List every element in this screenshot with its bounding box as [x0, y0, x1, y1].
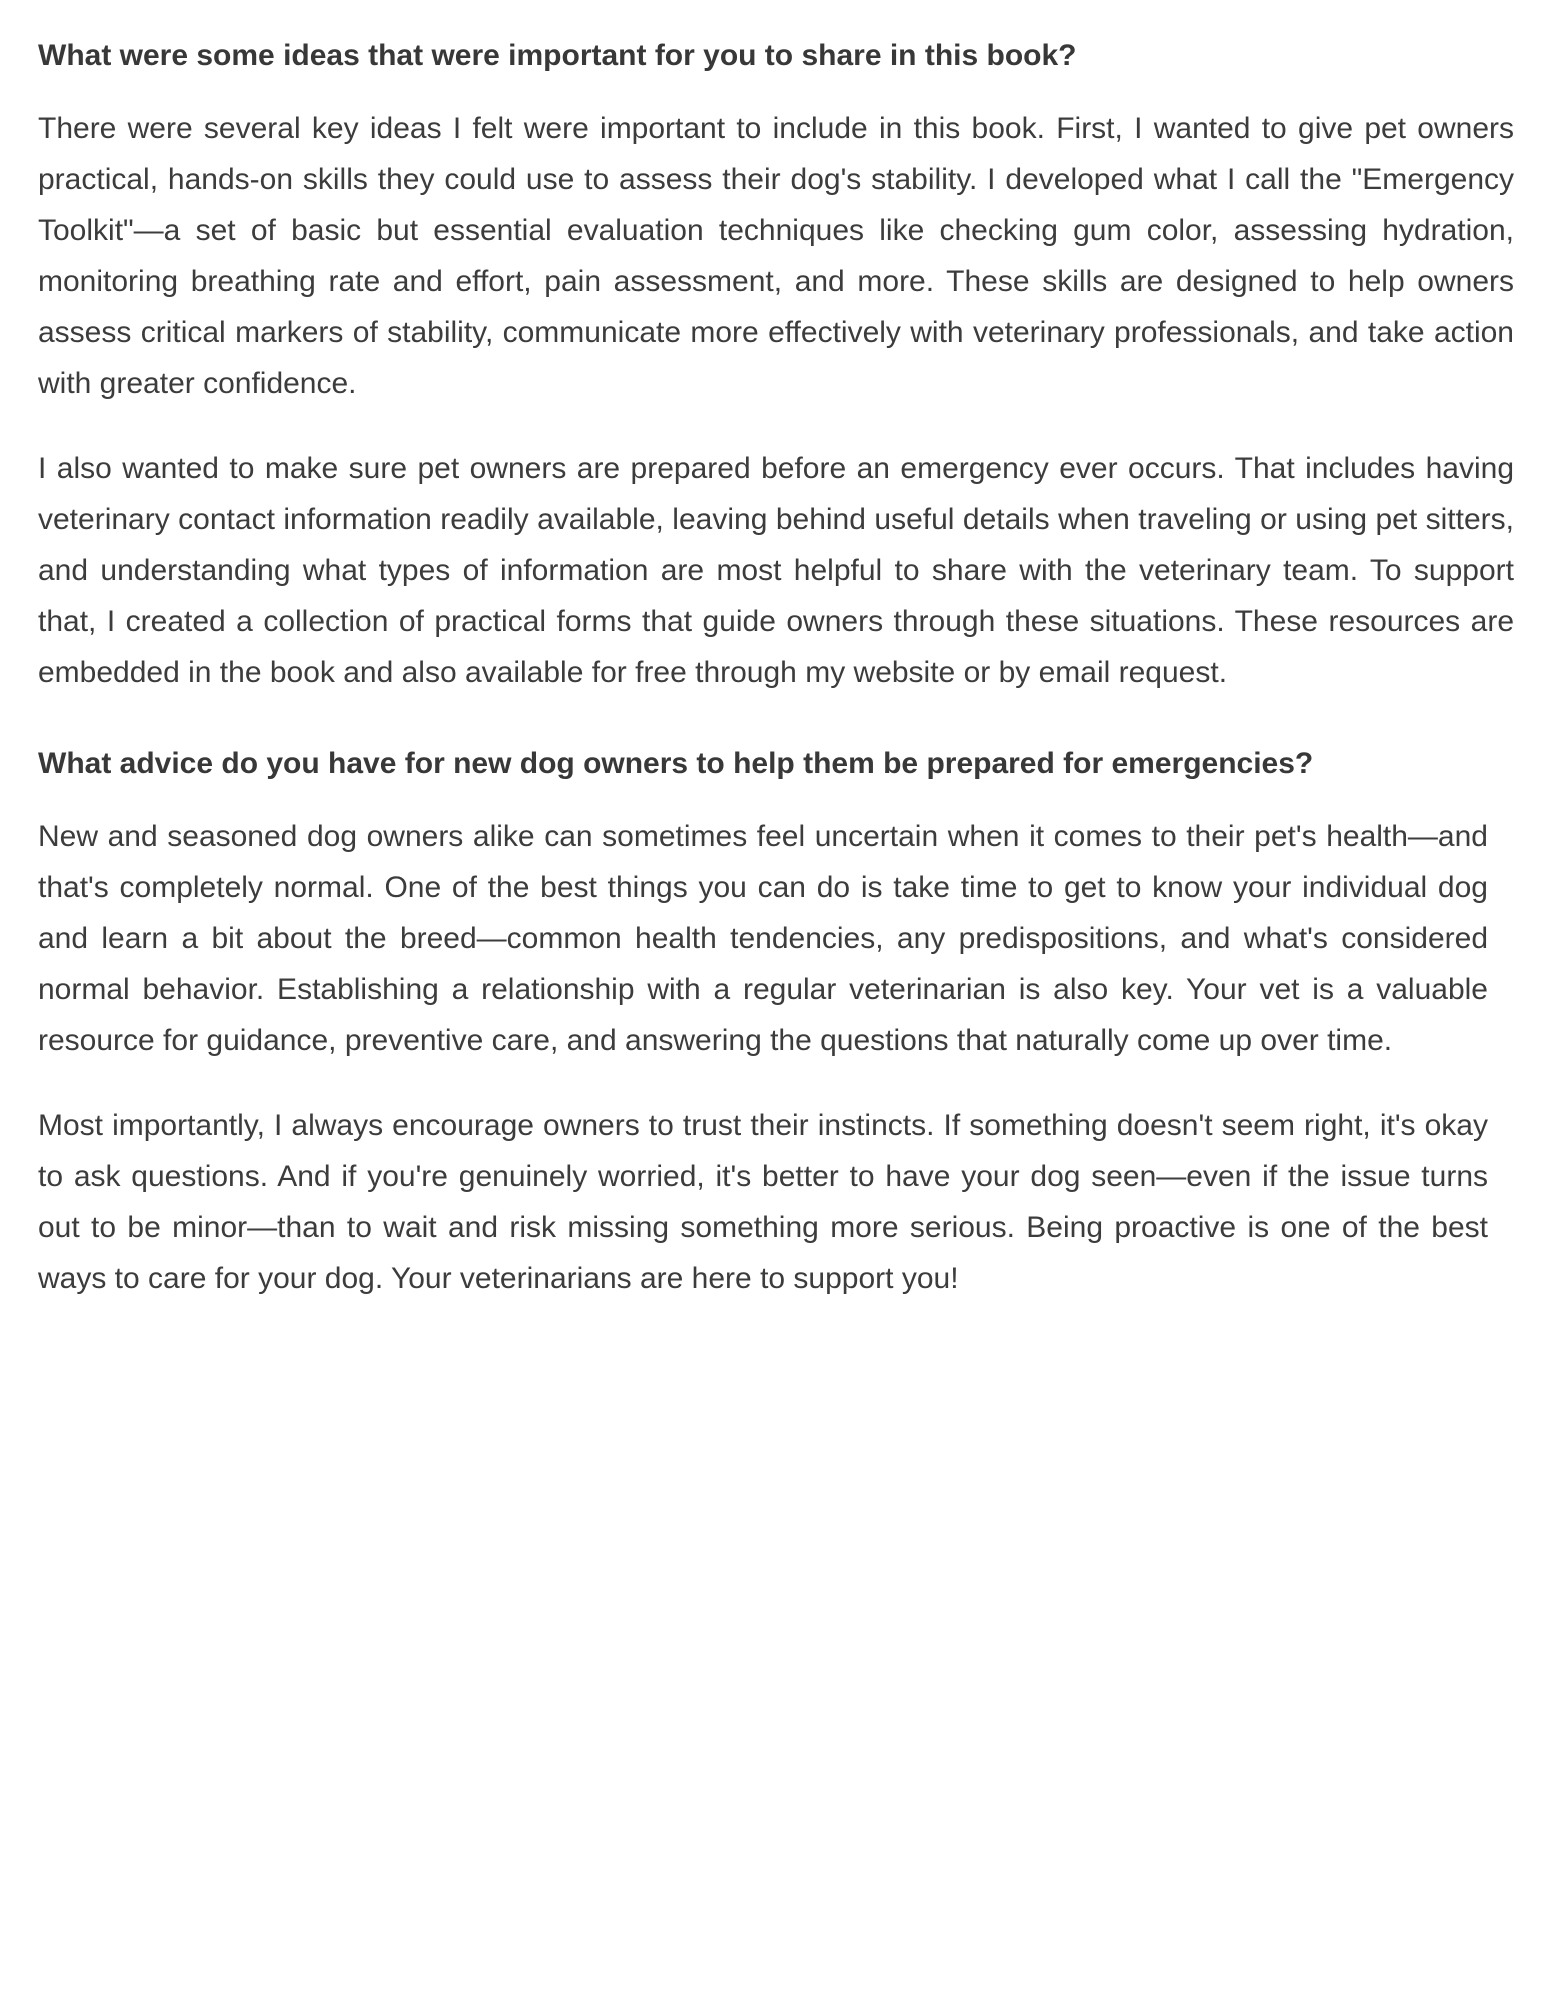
question-heading: What advice do you have for new dog owners to help them be prepared for emergencies?: [38, 747, 1314, 780]
qa-section-new-owner-advice: [38, 738, 1514, 1304]
answer-paragraph: New and seasoned dog owners alike can sometimes feel uncertain when it comes to their pet's health—and that's completely normal. One of the best things you can do is take time to get to know your individual dog and learn a bit about the breed—common health tendencies, any predispositions, and what's considered normal behavior. Establishing a relationship with a regular veterinarian is also key. Your vet is a valuable resource for guidance, preventive care, and answering the questions that naturally come up over time.: [38, 820, 1488, 1057]
question-heading: What were some ideas that were important for you to share in this book?: [38, 39, 1077, 72]
qa-section-important-ideas: [38, 30, 1514, 698]
answer-paragraph: I also wanted to make sure pet owners are prepared before an emergency ever occurs. That includes having veterinary contact information readily available, leaving behind useful details when traveling or using pet sitters, and understanding what types of information are most helpful to share with the veterinary team. To support that, I created a collection of practical forms that guide owners through these situations. These resources are embedded in the book and also available for free through my website or by email request.: [38, 452, 1514, 689]
answer-paragraph: There were several key ideas I felt were important to include in this book. First, I wanted to give pet owners practical, hands-on skills they could use to assess their dog's stability. I developed what I call the "Emergency Toolkit"—a set of basic but essential evaluation techniques like checking gum color, assessing hydration, monitoring breathing rate and effort, pain assessment, and more. These skills are designed to help owners assess critical markers of stability, communicate more effectively with veterinary professionals, and take action with greater confidence.: [38, 112, 1514, 400]
answer-paragraph: Most importantly, I always encourage owners to trust their instincts. If something doesn't seem right, it's okay to ask questions. And if you're genuinely worried, it's better to have your dog seen—even if the issue turns out to be minor—than to wait and risk missing something more serious. Being proactive is one of the best ways to care for your dog. Your veterinarians are here to support you!: [38, 1109, 1488, 1295]
document-page: [38, 30, 1514, 1338]
